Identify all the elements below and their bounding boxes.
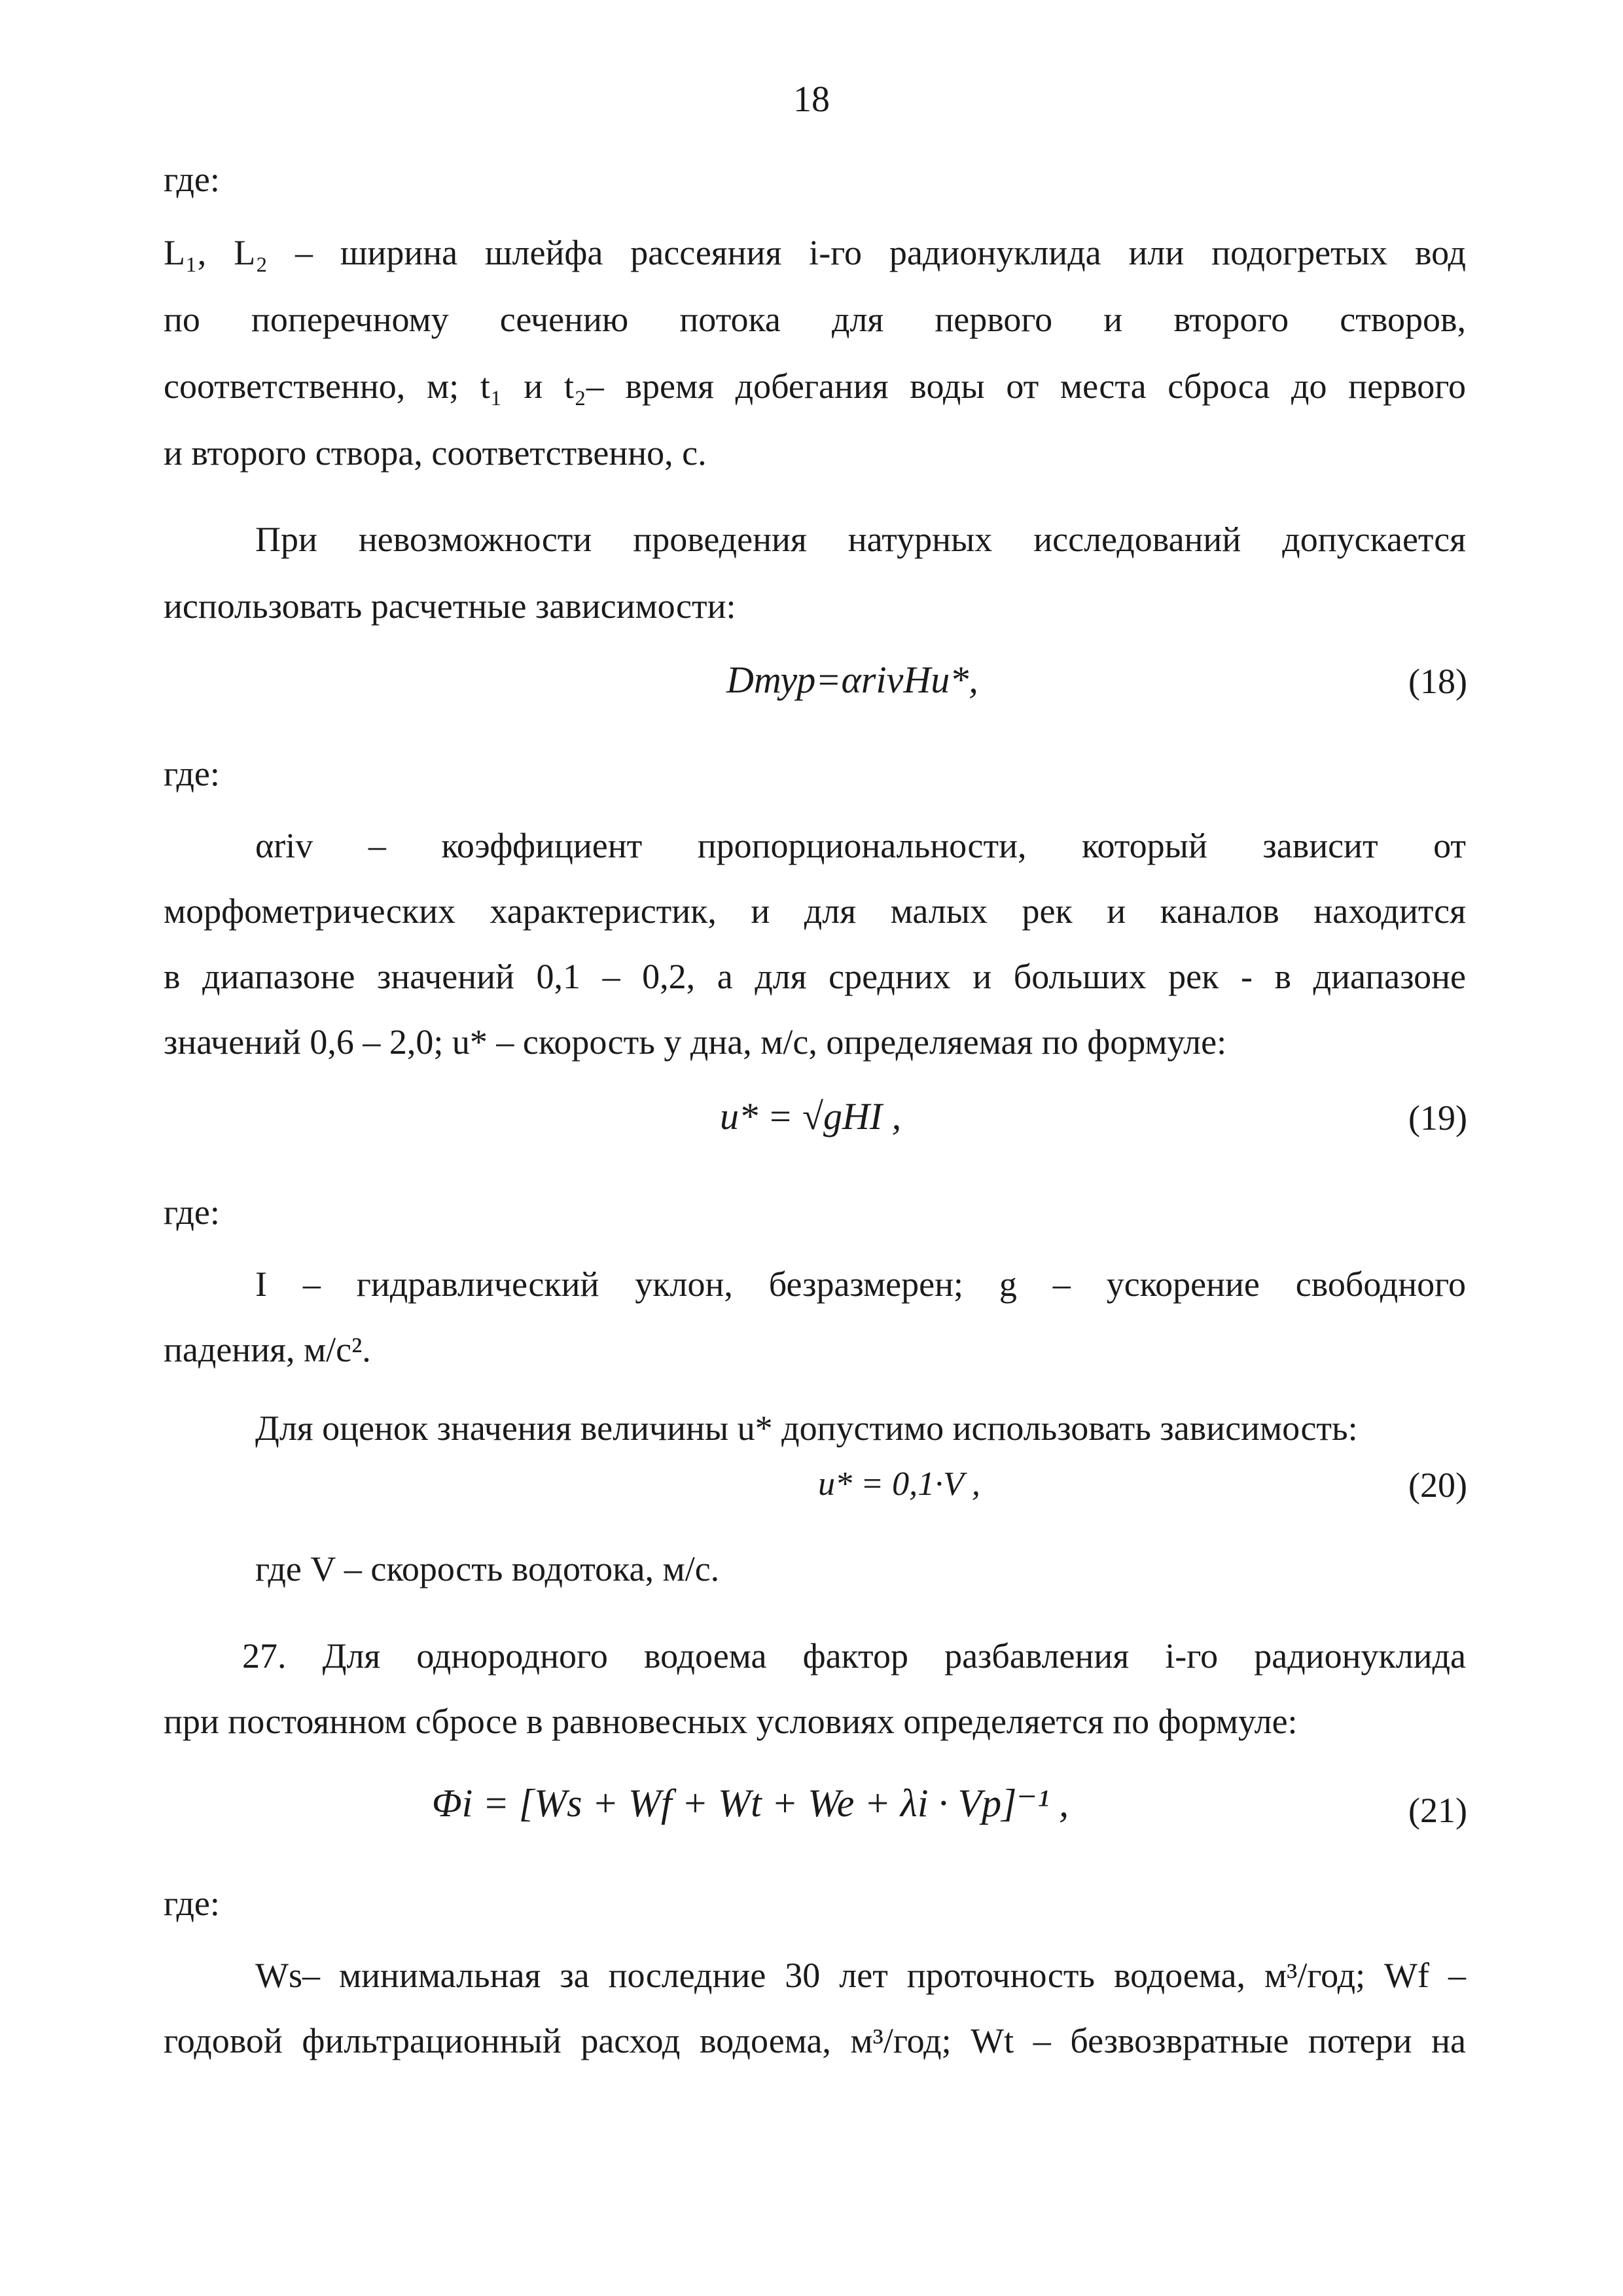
where-label-1: где: — [164, 160, 220, 199]
para-1-line-4: и второго створа, соответственно, с. — [164, 433, 707, 473]
para-4-line-2: падения, м/с². — [164, 1330, 371, 1369]
para-1-line-1: L₁, L₂ – ширина шлейфа рассеяния i-го радионуклида или подогретых вод — [164, 233, 1466, 272]
para-5-line-1: Для оценок значения величины u* допустимо использовать зависимость: — [255, 1408, 1358, 1448]
equation-number-20: (20) — [1408, 1465, 1467, 1505]
para-2-line-1: При невозможности проведения натурных исследований допускается — [255, 520, 1466, 559]
para-1-line-3: соответственно, м; t₁ и t₂– время добегания воды от места сброса до первого — [164, 367, 1466, 406]
para-3-line-1: αriv – коэффициент пропорциональности, который зависит от — [255, 826, 1466, 865]
para-8-line-1: Ws– минимальная за последние 30 лет проточность водоема, м³/год; Wf – — [255, 1956, 1466, 1995]
para-3-line-2: морфометрических характеристик, и для малых рек и каналов находится — [164, 891, 1466, 931]
page-number: 18 — [793, 79, 830, 120]
para-6-line-1: где V – скорость водотока, м/с. — [255, 1549, 720, 1588]
para-1-line-2: по поперечному сечению потока для первого и второго створов, — [164, 300, 1466, 339]
para-3-line-4: значений 0,6 – 2,0; u* – скорость у дна, м/с, определяемая по формуле: — [164, 1022, 1227, 1062]
formula-20: u* = 0,1·V , — [818, 1465, 980, 1503]
where-label-4: где: — [164, 1884, 220, 1923]
formula-21: Φi = [Ws + Wf + Wt + We + λi · Vp]⁻¹ , — [432, 1782, 1069, 1825]
para-3-line-3: в диапазоне значений 0,1 – 0,2, а для средних и больших рек - в диапазоне — [164, 957, 1466, 996]
where-label-3: где: — [164, 1193, 220, 1232]
para-4-line-1: I – гидравлический уклон, безразмерен; g – ускорение свободного — [255, 1265, 1466, 1304]
para-2-line-2: использовать расчетные зависимости: — [164, 586, 736, 626]
para-8-line-2: годовой фильтрационный расход водоема, м³/год; Wt – безвозвратные потери на — [164, 2021, 1466, 2060]
where-label-2: где: — [164, 754, 220, 793]
equation-number-21: (21) — [1408, 1791, 1467, 1830]
equation-number-18: (18) — [1408, 662, 1467, 701]
formula-19: u* = √gHI , — [720, 1095, 902, 1138]
formula-18: Dтур=αrivHu*, — [726, 658, 978, 701]
para-7-line-1: 27. Для однородного водоема фактор разбавления i-го радионуклида — [242, 1636, 1466, 1676]
equation-number-19: (19) — [1408, 1098, 1467, 1138]
para-7-line-2: при постоянном сбросе в равновесных условиях определяется по формуле: — [164, 1702, 1298, 1741]
